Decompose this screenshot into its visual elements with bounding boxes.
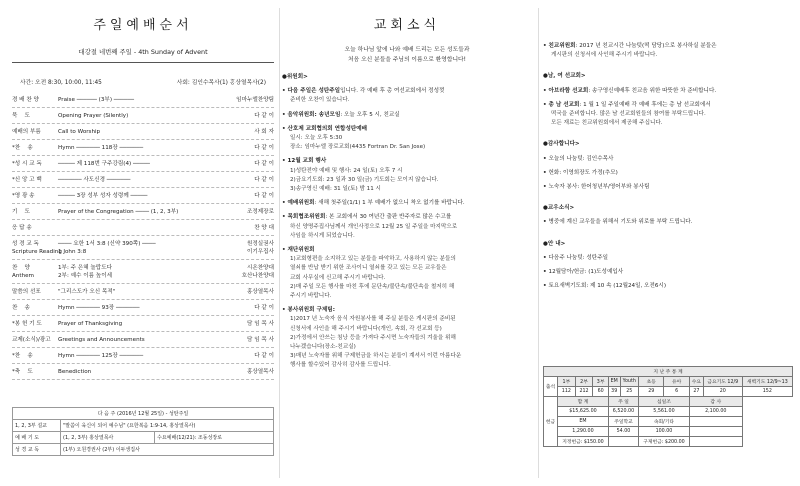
news-item-line: 사임을 하시게 되었습니다. — [290, 232, 355, 239]
offering-cell: 구제헌금: $200.00 — [639, 437, 690, 447]
news-item-text: : 오늘 오후 5 시, 친교실 — [340, 111, 400, 118]
order-item-leader: 조정제장로 — [246, 209, 274, 215]
order-item-leader: 담 임 목 사 — [247, 321, 274, 327]
news-title: 교회소식 — [373, 18, 441, 33]
divider — [12, 62, 274, 63]
news-item-line: 떡국을 준비합니다. 많은 남 선교회원들의 참여를 부탁드립니다. — [551, 111, 706, 118]
order-item-content: Call to Worship — [58, 129, 101, 135]
news-item-line: 행사를 할수있어 감사히 감사를 드립니다. — [290, 362, 391, 369]
order-row — [12, 332, 274, 348]
order-row — [12, 316, 274, 332]
order-item-name: 말씀의 선포 — [12, 289, 41, 295]
news-item-line: 1)교회형편을 소지하고 있는 분들을 파악하고, 사용하지 않는 분들의 — [290, 256, 456, 263]
order-item-leader: 다 같 이 — [254, 353, 274, 359]
news-item: • 다음주 나눔텃: 성탄주일 — [543, 254, 609, 261]
news-item: • 토요새벽기도회: 제 10 속 (12월24일, 오전6시) — [543, 283, 667, 290]
sermon-label: 1, 2, 3부 설교 — [13, 420, 61, 432]
news-item: • 아브라함 선교회: 송구영신예배후 친교음 위한 따뜻한 차 준비합니다. — [543, 87, 717, 94]
attendance-header: EM — [608, 377, 620, 387]
news-item: • 예배위원회: 새해 첫주일(1/1) 1 부 예배가 없으니 착오 없기를 바랍니다. — [282, 200, 465, 207]
offering-label: 헌금 — [544, 397, 558, 447]
order-item-name: *축 도 — [12, 369, 33, 375]
offering-cell: 주일학교 — [608, 417, 638, 427]
news-item-line: 하신 양명주집사님께서 개인사정으로 12월 25 일 주일을 마지막으로 — [290, 223, 458, 230]
attendance-header: 새벽기도 12/9~13 — [742, 377, 792, 387]
order-item-content: Praise ────── (3부) ────── — [58, 97, 134, 103]
order-row — [12, 172, 274, 188]
offering-cell — [608, 437, 638, 447]
news-item-text: 헌화: 이영희장도 가정(추모) — [548, 169, 618, 176]
order-item-name: 성 경 교 독 Scripture Reading — [12, 241, 62, 255]
news-item-line: 3)매년 노숙자를 위해 구제헌금을 하시는 분들이 계셔서 이런 아름다운 — [290, 353, 462, 360]
news-item-title: 음악위원회: 송년모임 — [287, 111, 341, 118]
attendance-value: 20 — [703, 387, 742, 397]
order-item-name: 기 도 — [12, 209, 30, 215]
intro-line: 오늘 하나님 앞에 나와 예배 드리는 모든 성도들과 — [344, 47, 470, 53]
news-item-text: : 새해 첫주일(1/1) 1 부 예배가 없으니 착오 없기를 바랍니다. — [314, 200, 465, 207]
offering-cell: 1,290.00 — [558, 427, 609, 437]
order-title: 주일예배순서 — [93, 18, 193, 33]
offering-cell: 지정헌금: $150.00 — [558, 437, 609, 447]
order-item-leader: 다 같 이 — [254, 193, 274, 199]
news-item: • 오늘의 나눔텃: 김인수목사 — [543, 155, 614, 162]
reading-value: (1부) 오원경권사 (2부) 이두생집사 — [61, 444, 274, 456]
order-item-leader: 시온찬양대 호산나찬양대 — [241, 265, 274, 279]
attendance-value: 6 — [664, 387, 689, 397]
news-item: • 목회협조위원회: 본 교회에서 30 여년간 출판 반주자로 많은 수고를 하신 양명주집사님께서 개인사정으로 12월 25 일 주일을 마지막으로 사임을 하시게 되었습니다. — [282, 213, 532, 241]
order-item-content: ───── 제 118번 구주강림(4) ───── — [58, 161, 150, 167]
news-item-text: 오늘의 나눔텃: 김인수목사 — [548, 155, 614, 162]
news-item-line: 1)성탄전야 예배 및 행사: 24 일(토) 오후 7 시 — [290, 167, 403, 174]
section-header: ●교우소식> — [543, 205, 575, 212]
news-item-line: 1)2017 년 노숙자 음식 자원봉사를 해 주실 분들은 게시판의 준비된 — [290, 316, 456, 323]
news-item-text: : 2017 년 친교시간 나눔텃(떡 담당)으로 봉사하실 분들은 — [575, 43, 717, 49]
news-item-title: 봉사위원회 구제팀: — [287, 307, 335, 314]
attendance-value: 39 — [608, 387, 620, 397]
order-item-leader: 원정실권사 이기우집사 — [246, 241, 274, 255]
news-item-title: 산호제 교회협의회 연합성탄예배 — [287, 125, 368, 132]
attendance-value: 25 — [620, 387, 639, 397]
order-row — [12, 236, 274, 260]
news-item-title: 목회협조위원회 — [287, 214, 326, 221]
attendance-header: 수요 — [689, 377, 703, 387]
news-item-title: 예배위원회 — [287, 200, 315, 207]
attendance-value: 29 — [639, 387, 664, 397]
attendance-header: 유아 — [664, 377, 689, 387]
news-item-text: : 송구영신예배후 친교음 위한 따뜻한 차 준비합니다. — [588, 87, 717, 94]
news-item-line: 주시기 바랍니다. — [290, 293, 332, 300]
news-item-title: 친교위원회 — [548, 43, 576, 49]
order-item-name: 교제(소식)/광고 — [12, 337, 51, 343]
service-time: 사간: 오전 8:30, 10:00, 11:45 — [20, 80, 102, 86]
order-item-content: Greetings and Announcements — [58, 337, 145, 343]
order-item-content: Prayer of the Congregation ──── (1, 2, 3부) — [58, 209, 179, 215]
row-divider — [12, 379, 274, 380]
news-item: • 친교위원회: 2017 년 친교시간 나눔텃(떡 담당)으로 봉사하실 분들은 게시판의 신청서에 사인해 주시기 바랍니다. — [543, 42, 793, 60]
news-item-title: 재단위원회 — [287, 247, 315, 254]
order-item-name: 찬 송 — [12, 305, 30, 311]
stats-title: 지 난 주 통 계 — [544, 367, 793, 377]
news-item-line: 3)송구영신 예배: 31 일(토) 밤 11 시 — [290, 186, 381, 193]
news-item-line: 모든 재료는 친교위원회에서 제공해 주십니다. — [551, 120, 663, 127]
order-item-leader: 다 같 이 — [254, 161, 274, 167]
order-item-name: *봉 헌 기 도 — [12, 321, 42, 327]
intro-line: 처음 오신 분들을 주님의 이름으로 환영합니다! — [348, 57, 466, 63]
order-item-leader: 다 같 이 — [254, 177, 274, 183]
order-row — [12, 140, 274, 156]
offering-cell: 54.00 — [608, 427, 638, 437]
order-row — [12, 156, 274, 172]
attendance-value: 112 — [558, 387, 576, 397]
news-item-line: 게시판의 신청서에 사인해 주시기 바랍니다. — [551, 52, 658, 59]
order-item-content: 1부: 주 은혜 놀랍도다 2부: 예수 이름 높이세 — [58, 265, 113, 279]
order-item-content: ───── 3장 성부 성자 성령께 ───── — [58, 193, 148, 199]
next-week-title: 다 음 주 (2016년 12월 25일) - 성탄주일 — [13, 408, 274, 420]
order-row — [12, 364, 274, 380]
order-item-name: *찬 송 — [12, 353, 33, 359]
order-item-name: 묵 도 — [12, 113, 30, 119]
reading-label: 성 경 교 독 — [13, 444, 61, 456]
offering-header: 주 일 — [608, 397, 638, 407]
order-item-name: *찬 송 — [12, 145, 33, 151]
attendance-header: 2부 — [575, 377, 593, 387]
news-item-line: 장소: 임마누엘 장로교회(4435 Fortran Dr. San Jose) — [290, 144, 426, 151]
offering-header: 합 계 — [558, 397, 609, 407]
news-item-text: 12월담아/헌금: (1)도성예입사 — [548, 269, 624, 276]
prayer-label: 예 배 기 도 — [13, 432, 61, 444]
committee-header: ●위원회> — [282, 74, 308, 80]
offering-cell: 100.00 — [639, 427, 690, 437]
attendance-header: Youth — [620, 377, 639, 387]
offering-cell — [689, 417, 742, 427]
news-item-text: 노숙자 봉사: 한어청년부/영어부와 봉사팀 — [548, 184, 650, 191]
news-item-line: 신청서에 사인을 해 주시기 바랍니다(개인, 속회, 각 선교회 등) — [290, 325, 442, 332]
order-row — [12, 284, 274, 300]
order-item-leader: 다 같 이 — [254, 305, 274, 311]
attendance-value: 60 — [593, 387, 609, 397]
news-item-line: 교회 사무실에 신고해 주시기 바랍니다. — [290, 274, 386, 281]
offering-cell — [689, 427, 742, 437]
news-item: • 산호제 교회협의회 연합성탄예배 일시: 오늘 오후 5:30 장소: 임마누엘 장로교회(4435 Fortran Dr. San Jose) — [282, 125, 532, 153]
news-item-title: 총 남 선교회 — [548, 101, 580, 108]
news-item-text: 병중에 계신 교우들을 위해서 기도와 위로를 부탁 드립니다. — [548, 219, 693, 226]
order-item-name: 경 배 찬 양 — [12, 97, 39, 103]
attendance-header: 1부 — [558, 377, 576, 387]
news-item-line: 준비한 오찬이 있습니다. — [290, 97, 350, 104]
sermon-value: "말씀이 육신이 되어 예수님" (요한복음 1:9-14, 홍상열목사) — [61, 420, 274, 432]
news-item: • 봉사위원회 구제팀: 1)2017 년 노숙자 음식 자원봉사를 해 주실 분들은 게시판의 준비된 신청서에 사인을 해 주시기 바랍니다(개인, 속회, 각 선교회 등) 2)가정에서 안쓰는 침낭 등을 가져다 주시면 노숙자들의 겨울을 위해 나누겠습니다(장소-친교실) 3)매년 노숙자를 위해 구제헌금을 하시는 분들이 계셔서 이런 아름다운 행사를 할수있어 감사히 감사를 드립니다. — [282, 306, 532, 370]
news-item-text: 다음주 나눔텃: 성탄주일 — [548, 254, 609, 261]
order-item-leader: 임마누엘찬양팀 — [236, 97, 274, 103]
news-item-line: 2)가정에서 안쓰는 침낭 등을 가져다 주시면 노숙자들의 겨울을 위해 — [290, 334, 456, 341]
order-item-leader: 다 같 이 — [254, 113, 274, 119]
news-item-line: 2)매 주일 모든 행사를 마친 후에 문단속/불단속/불단속을 철저히 해 — [290, 283, 455, 290]
news-item: • 12월 교회 행사 1)성탄전야 예배 및 행사: 24 일(토) 오후 7 시 2)금요기도회: 23 일과 30 일(금) 기도회는 모이지 않습니다. 3)송구영신 예배: 31 일(토) 밤 11 시 — [282, 157, 532, 194]
section-header: ●남, 여 선교회> — [543, 73, 586, 80]
news-item: • 총 남 선교회: 1 월 1 일 주일예배 각 예배 후에는 총 남 선교회에서 떡국을 준비합니다. 많은 남 선교회원들의 참여를 부탁드립니다. 모든 재료는 친교위원회에서 제공해 주십니다. — [543, 101, 793, 129]
news-item-text: 토요새벽기도회: 제 10 속 (12월24일, 오전6시) — [548, 283, 667, 290]
news-item: • 노숙자 봉사: 한어청년부/영어부와 봉사팀 — [543, 184, 650, 191]
weekly-stats-table — [543, 366, 793, 447]
news-item-line: 나누겠습니다(장소-친교실) — [290, 344, 356, 351]
order-item-content: Benediction — [58, 369, 92, 375]
prayer-value: (1, 2, 3부) 홍상열목사 — [61, 432, 155, 444]
order-item-name: *신 앙 고 백 — [12, 177, 42, 183]
order-item-name: *성 시 교 독 — [12, 161, 42, 167]
news-item-line: 2)금요기도회: 23 일과 30 일(금) 기도회는 모이지 않습니다. — [290, 176, 439, 183]
attendance-value: 212 — [575, 387, 593, 397]
offering-cell: 5,561.00 — [639, 407, 690, 417]
news-item-text: 입니다. 각 예배 후 총 여선교회에서 정성껏 — [340, 88, 445, 95]
offering-cell: 6,520.00 — [608, 407, 638, 417]
order-item-content: ──── 요한 1서 3:8 (신약 390쪽) ──── 1 John 3:8 — [58, 241, 156, 255]
order-row — [12, 220, 274, 236]
news-item: • 재단위원회 1)교회형편을 소지하고 있는 분들을 파악하고, 사용하지 않는 분들의 열쇠를 반납 받기 위한 조사이니 열쇠를 갖고 있는 모든 교우들은 교회 사무실에 신고해 주시기 바랍니다. 2)매 주일 모든 행사를 마친 후에 문단속/불단속/불단속을 철저히 해 주시기 바랍니다. — [282, 246, 532, 301]
order-item-content: Prayer of Thanksgiving — [58, 321, 123, 327]
order-row — [12, 124, 274, 140]
news-item: • 다음 주일은 성탄주일입니다. 각 예배 후 총 여선교회에서 정성껏 준비한 오찬이 있습니다. — [282, 87, 532, 105]
news-item-text: : 본 교회에서 30 여년간 출판 반주자로 많은 수고를 — [325, 214, 452, 221]
news-item-text: : 1 월 1 일 주일예배 각 예배 후에는 총 남 선교회에서 — [579, 101, 711, 108]
next-week-table — [12, 407, 274, 456]
section-header: ●감사합니다> — [543, 141, 580, 148]
order-row — [12, 108, 274, 124]
order-row — [12, 260, 274, 284]
news-column-2 — [543, 0, 793, 486]
news-column — [282, 0, 532, 486]
offering-cell — [689, 437, 742, 447]
order-item-name: 응 답 송 — [12, 225, 32, 231]
service-presider: 사회: 김인수목사(1) 홍상열목사(2) — [176, 80, 266, 86]
order-item-name: 예배의 부름 — [12, 129, 41, 135]
news-item-title: 12월 교회 행사 — [287, 158, 327, 165]
order-item-content: ─────── 사도신경 ─────── — [58, 177, 131, 183]
order-row — [12, 300, 274, 316]
order-row — [12, 204, 274, 220]
order-item-content: Hymn ─────── 118장 ─────── — [58, 145, 144, 151]
news-item: • 병중에 계신 교우들을 위해서 기도와 위로를 부탁 드립니다. — [543, 219, 693, 226]
order-item-leader: 홍상열목사 — [246, 289, 274, 295]
order-item-leader: 담 임 목 사 — [247, 337, 274, 343]
offering-cell: 속회/기타 — [639, 417, 690, 427]
news-item-line: 일시: 오늘 오후 5:30 — [290, 135, 343, 142]
order-item-leader: 사 회 자 — [254, 129, 274, 135]
order-item-content: Hymn ─────── 125장 ─────── — [58, 353, 144, 359]
attendance-header: 초등 — [639, 377, 664, 387]
news-item-line: 열쇠를 반납 받기 위한 조사이니 열쇠를 갖고 있는 모든 교우들은 — [290, 265, 447, 272]
attendance-label: 출석 — [544, 377, 558, 397]
section-header: ●안 내> — [543, 240, 566, 247]
order-row — [12, 348, 274, 364]
order-item-content: Hymn ─────── 93장 ─────── — [58, 305, 140, 311]
order-item-leader: 다 같 이 — [254, 145, 274, 151]
order-subtitle: 대강절 네번째 주일 - 4th Sunday of Advent — [78, 48, 208, 56]
attendance-header: 3부 — [593, 377, 609, 387]
news-item: • 헌화: 이영희장도 가정(추모) — [543, 169, 618, 176]
offering-cell: 2,100.00 — [689, 407, 742, 417]
order-item-content: Opening Prayer (Silently) — [58, 113, 129, 119]
attendance-value: 27 — [689, 387, 703, 397]
attendance-header: 금요기도 12/9 — [703, 377, 742, 387]
order-list — [12, 92, 274, 380]
order-item-leader: 찬 양 대 — [254, 225, 274, 231]
order-row — [12, 188, 274, 204]
offering-header: 십일조 — [639, 397, 690, 407]
offering-cell: EM — [558, 417, 609, 427]
order-item-name: 찬 양 Anthem — [12, 265, 35, 279]
offering-header: 감 사 — [689, 397, 742, 407]
news-item: • 12월담아/헌금: (1)도성예입사 — [543, 269, 624, 276]
order-item-leader: 홍상열목사 — [246, 369, 274, 375]
attendance-value: 152 — [742, 387, 792, 397]
news-item: • 음악위원회: 송년모임: 오늘 오후 5 시, 친교실 — [282, 111, 400, 118]
column-divider — [279, 8, 280, 478]
order-item-content: "그리스도가 오신 목적" — [58, 289, 116, 295]
news-item-title: 다음 주일은 성탄주일 — [287, 88, 341, 95]
order-row — [12, 92, 274, 108]
offering-cell: $15,625.00 — [558, 407, 609, 417]
column-divider — [538, 8, 539, 478]
news-item-title: 아브라함 선교회 — [548, 87, 589, 94]
order-item-name: *영 광 송 — [12, 193, 35, 199]
prayer-extra: 수요예배(12/21): 조동성장로 — [155, 432, 274, 444]
